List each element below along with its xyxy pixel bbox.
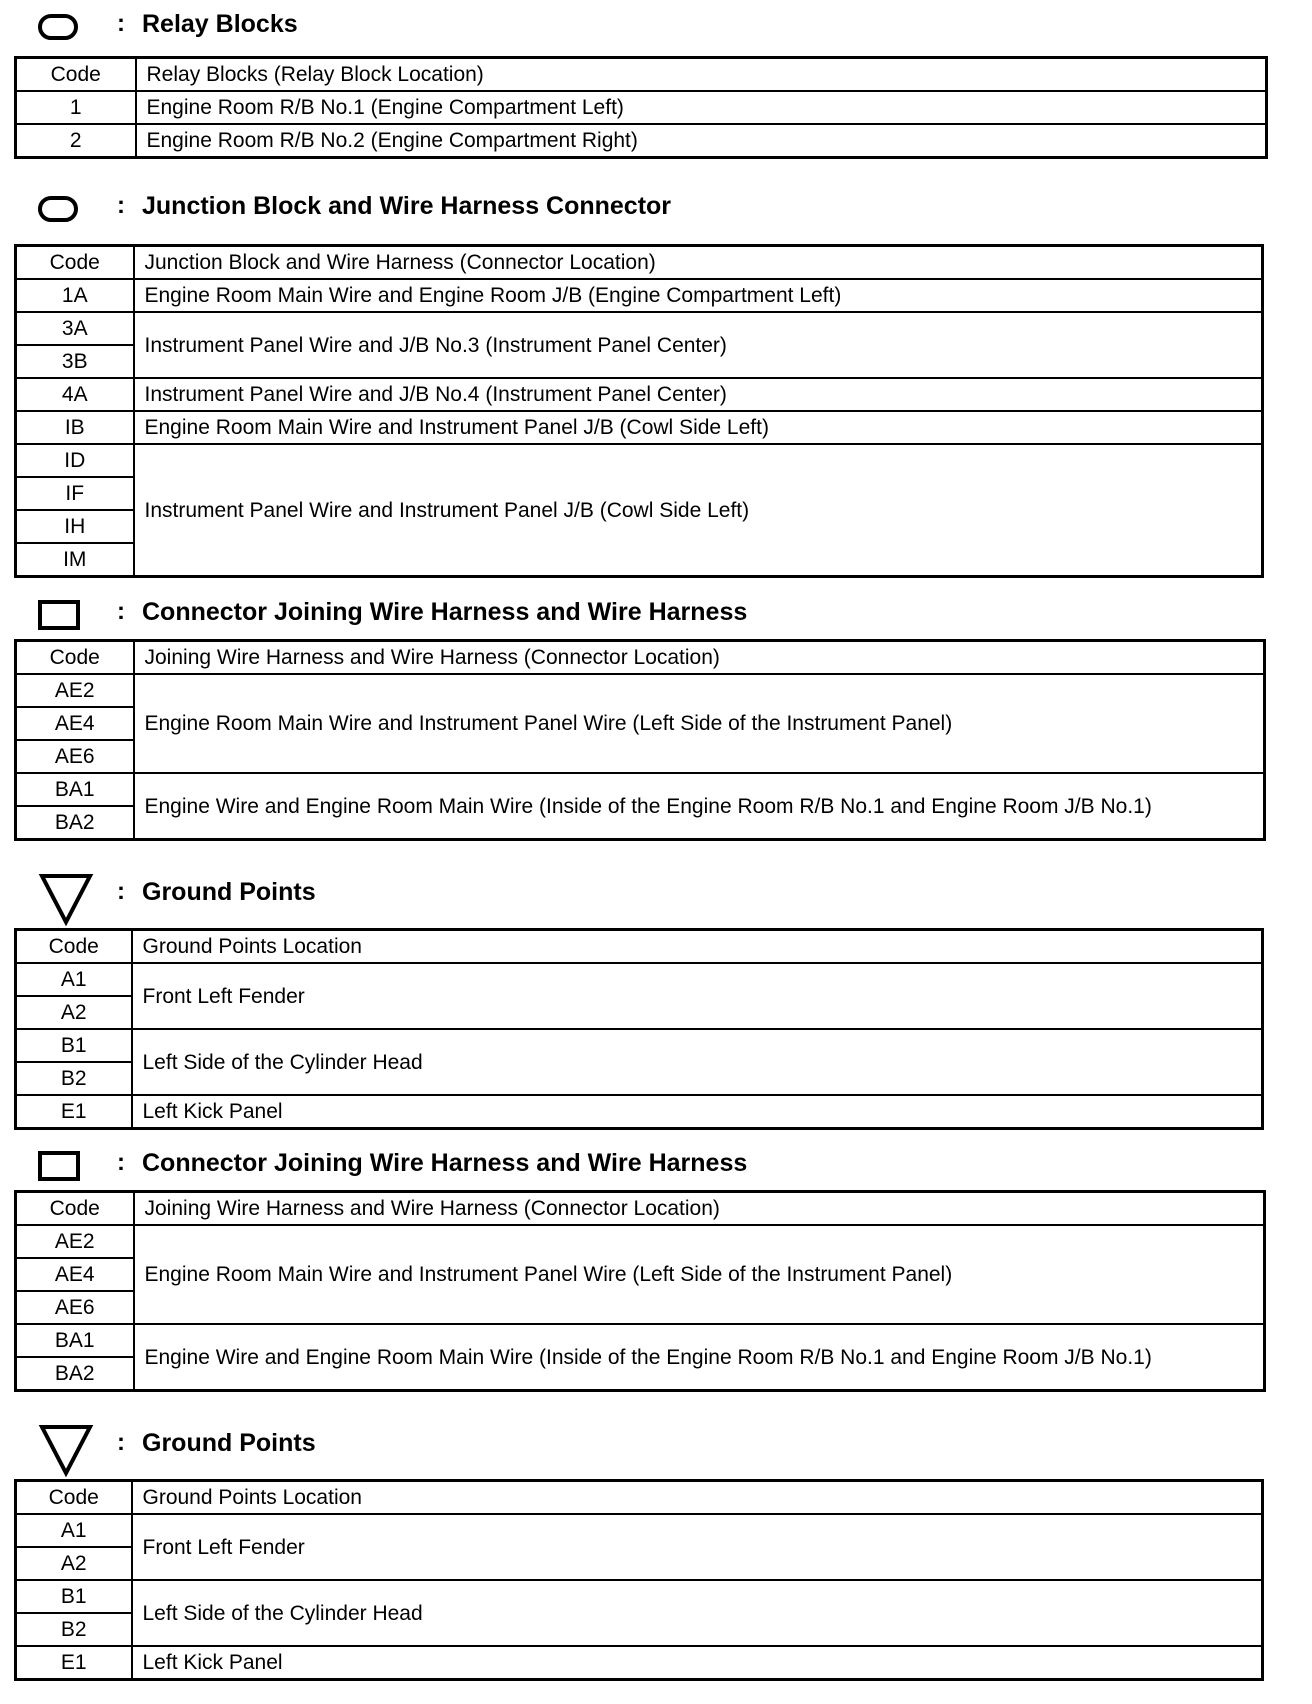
code-header: Code	[16, 641, 134, 675]
code-cell: B1	[16, 1580, 132, 1613]
section-heading	[0, 190, 1312, 230]
code-header: Code	[16, 1192, 134, 1226]
ground-triangle-icon	[38, 872, 94, 928]
section-title: Ground Points	[142, 1429, 316, 1457]
table-row	[16, 674, 1265, 707]
heading-colon: :	[117, 10, 125, 37]
code-cell: A1	[16, 1514, 132, 1547]
relay-blocks-table	[14, 56, 1268, 159]
location-cell: Engine Room R/B No.2 (Engine Compartment Right)	[136, 124, 1267, 158]
location-header: Joining Wire Harness and Wire Harness (Connector Location)	[134, 641, 1265, 675]
ground-points-table	[14, 1479, 1264, 1681]
code-cell: IH	[16, 510, 134, 543]
code-cell: A2	[16, 1547, 132, 1580]
section-heading	[0, 876, 1312, 916]
connector-joining-table	[14, 639, 1266, 841]
code-cell: BA2	[16, 1357, 134, 1391]
location-cell: Instrument Panel Wire and J/B No.4 (Instrument Panel Center)	[134, 378, 1263, 411]
table-row	[16, 1580, 1263, 1613]
code-cell: AE6	[16, 1291, 134, 1324]
ground-points-table	[14, 928, 1264, 1130]
code-cell: IF	[16, 477, 134, 510]
table-row	[16, 279, 1263, 312]
code-cell: B2	[16, 1062, 132, 1095]
code-cell: 1A	[16, 279, 134, 312]
location-cell: Left Kick Panel	[132, 1646, 1263, 1680]
heading-colon: :	[117, 598, 125, 625]
location-cell: Engine Room Main Wire and Instrument Panel Wire (Left Side of the Instrument Panel)	[134, 674, 1265, 773]
location-cell: Engine Wire and Engine Room Main Wire (Inside of the Engine Room R/B No.1 and Engine Room J/B No.1)	[134, 773, 1265, 840]
code-cell: ID	[16, 444, 134, 477]
location-header: Ground Points Location	[132, 1481, 1263, 1515]
section-heading	[0, 596, 1312, 636]
location-cell: Front Left Fender	[132, 963, 1263, 1029]
code-cell: BA1	[16, 773, 134, 806]
location-header: Joining Wire Harness and Wire Harness (Connector Location)	[134, 1192, 1265, 1226]
location-cell: Instrument Panel Wire and J/B No.3 (Instrument Panel Center)	[134, 312, 1263, 378]
location-cell: Engine Room R/B No.1 (Engine Compartment Left)	[136, 91, 1267, 124]
heading-colon: :	[117, 1429, 125, 1456]
table-header-row	[16, 930, 1263, 964]
location-header: Junction Block and Wire Harness (Connector Location)	[134, 246, 1263, 280]
table-header-row	[16, 1192, 1265, 1226]
table-row	[16, 444, 1263, 477]
table-row	[16, 1324, 1265, 1357]
location-cell: Engine Room Main Wire and Instrument Panel J/B (Cowl Side Left)	[134, 411, 1263, 444]
table-row	[16, 411, 1263, 444]
section-heading	[0, 1427, 1312, 1467]
code-cell: E1	[16, 1646, 132, 1680]
code-header: Code	[16, 246, 134, 280]
section-title: Ground Points	[142, 878, 316, 906]
table-row	[16, 1095, 1263, 1129]
section-title: Connector Joining Wire Harness and Wire Harness	[142, 1149, 748, 1177]
table-row	[16, 124, 1267, 158]
table-header-row	[16, 58, 1267, 92]
rectangle-icon	[38, 1151, 80, 1181]
rectangle-icon	[38, 600, 80, 630]
heading-colon: :	[117, 192, 125, 219]
table-row	[16, 378, 1263, 411]
table-header-row	[16, 246, 1263, 280]
table-row	[16, 1225, 1265, 1258]
table-header-row	[16, 1481, 1263, 1515]
location-cell: Engine Wire and Engine Room Main Wire (Inside of the Engine Room R/B No.1 and Engine Room J/B No.1)	[134, 1324, 1265, 1391]
code-header: Code	[16, 1481, 132, 1515]
table-row	[16, 773, 1265, 806]
table-row	[16, 963, 1263, 996]
location-cell: Front Left Fender	[132, 1514, 1263, 1580]
location-cell: Engine Room Main Wire and Instrument Panel Wire (Left Side of the Instrument Panel)	[134, 1225, 1265, 1324]
code-cell: BA1	[16, 1324, 134, 1357]
code-cell: IM	[16, 543, 134, 577]
table-row	[16, 1646, 1263, 1680]
code-cell: 2	[16, 124, 136, 158]
oval-icon	[38, 14, 78, 40]
code-cell: AE4	[16, 1258, 134, 1291]
table-row	[16, 1514, 1263, 1547]
code-cell: E1	[16, 1095, 132, 1129]
code-cell: 3B	[16, 345, 134, 378]
code-cell: A2	[16, 996, 132, 1029]
table-row	[16, 91, 1267, 124]
ground-triangle-icon	[38, 1423, 94, 1479]
section-heading	[0, 1147, 1312, 1187]
code-cell: AE2	[16, 1225, 134, 1258]
junction-block-table	[14, 244, 1264, 578]
table-row	[16, 1029, 1263, 1062]
code-cell: AE6	[16, 740, 134, 773]
section-title: Relay Blocks	[142, 10, 298, 38]
section-title: Junction Block and Wire Harness Connector	[142, 192, 672, 220]
code-cell: AE2	[16, 674, 134, 707]
oval-icon	[38, 196, 78, 222]
location-cell: Left Kick Panel	[132, 1095, 1263, 1129]
location-cell: Engine Room Main Wire and Engine Room J/B (Engine Compartment Left)	[134, 279, 1263, 312]
section-heading	[0, 8, 1312, 48]
code-cell: 4A	[16, 378, 134, 411]
code-cell: IB	[16, 411, 134, 444]
heading-colon: :	[117, 1149, 125, 1176]
location-cell: Instrument Panel Wire and Instrument Panel J/B (Cowl Side Left)	[134, 444, 1263, 577]
code-cell: AE4	[16, 707, 134, 740]
table-row	[16, 312, 1263, 345]
section-title: Connector Joining Wire Harness and Wire Harness	[142, 598, 748, 626]
code-cell: BA2	[16, 806, 134, 840]
code-cell: B1	[16, 1029, 132, 1062]
code-cell: 3A	[16, 312, 134, 345]
code-cell: A1	[16, 963, 132, 996]
location-header: Ground Points Location	[132, 930, 1263, 964]
table-header-row	[16, 641, 1265, 675]
code-header: Code	[16, 58, 136, 92]
location-cell: Left Side of the Cylinder Head	[132, 1580, 1263, 1646]
code-cell: 1	[16, 91, 136, 124]
code-cell: B2	[16, 1613, 132, 1646]
heading-colon: :	[117, 878, 125, 905]
connector-joining-table	[14, 1190, 1266, 1392]
location-header: Relay Blocks (Relay Block Location)	[136, 58, 1267, 92]
location-cell: Left Side of the Cylinder Head	[132, 1029, 1263, 1095]
code-header: Code	[16, 930, 132, 964]
